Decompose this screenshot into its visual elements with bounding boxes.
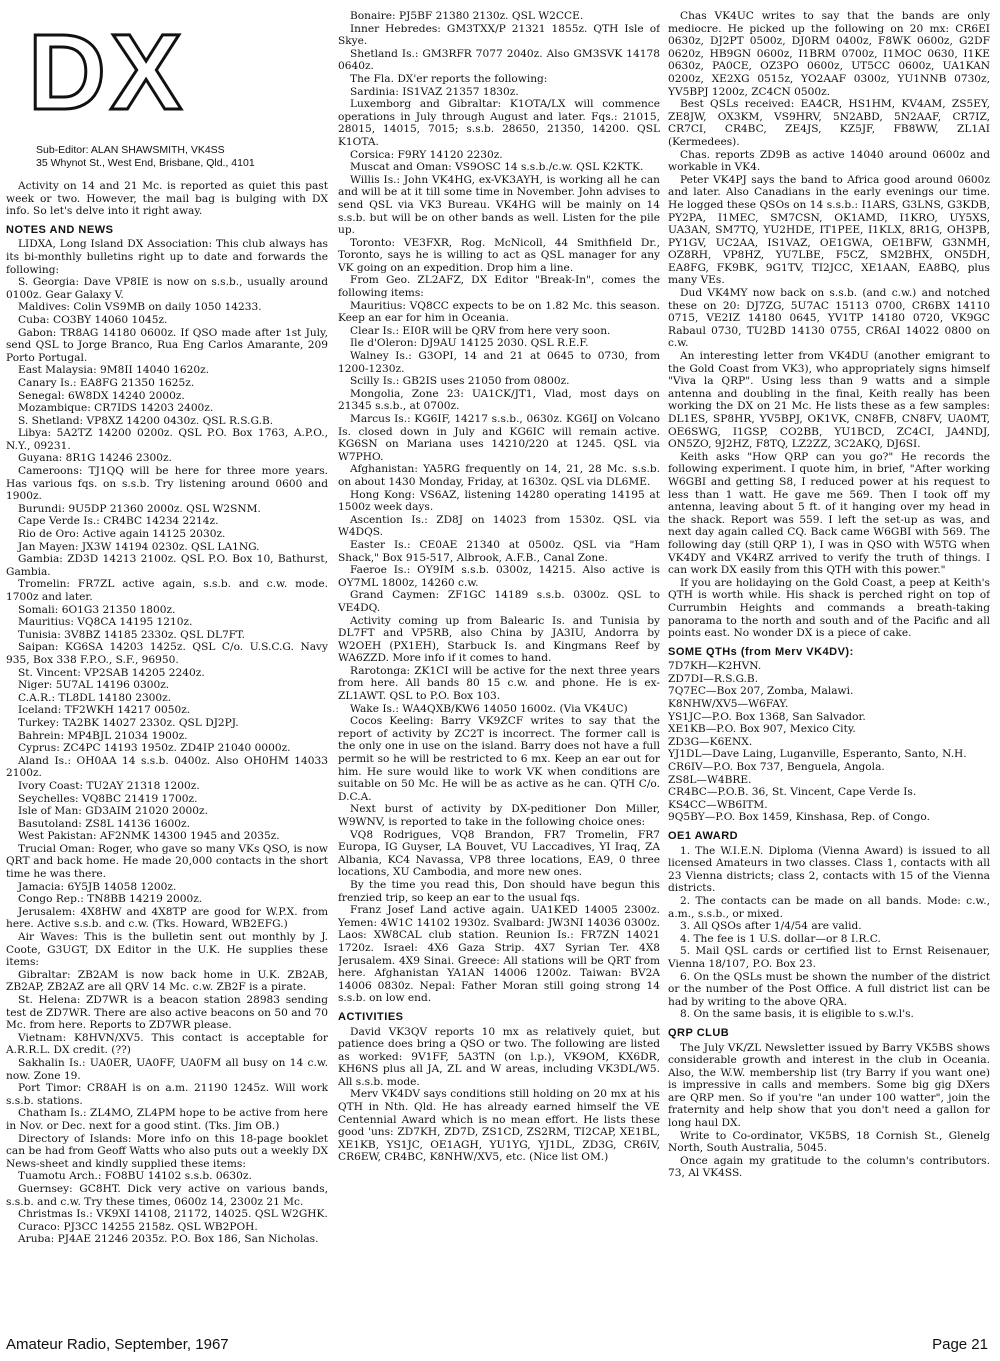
sub-editor-block: [36, 144, 328, 170]
notes-list: [6, 238, 328, 1246]
paragraph: Jan Mayen: JX3W 14194 0230z. QSL LA1NG.: [18, 540, 260, 553]
paragraph: Basutoland: ZS8L 14136 1600z.: [18, 817, 190, 830]
paragraph: Faeroe Is.: OY9IM s.s.b. 0300z, 14215. Also active is OY7ML 1800z, 14260 c.w.: [338, 564, 660, 589]
paragraph: Chas VK4UC writes to say that the bands are only mediocre. He picked up the following on 20 mx: CR6EI 0630z, DJ2PT 0500z, DJ0RM 0400z, F8WK 0600z, G2DF 0620z, HB9GN 0600z, I1BRM 0700z, I1MOC 0630, I1KE 0630z, PA0CE, OZ3PO 0600z, UT5CC 0600z, UA1KAN 0200z, XE2XG 0515z, YO2AAF 0300z, YU1NNB 0730z, YV5BPJ 1200z, ZC4CN 0500z.: [668, 10, 990, 98]
paragraph: Cocos Keeling: Barry VK9ZCF writes to say that the report of activity by ZC2T is incorrect. The former call is the only one in use on the island. Barry does not have a full permit so he will be restricted to 6 mx. Keep an ear out for him. He sure would like to work VK when conditions are suitable on 50 Mc. He will be as active as he can. QTH C/o. D.C.A.: [338, 715, 660, 803]
paragraph: Ivory Coast: TU2AY 21318 1200z.: [18, 779, 200, 792]
paragraph: Best QSLs received: EA4CR, HS1HM, KV4AM, ZS5EY, ZE8JW, OX3KM, VS9HRV, 5N2ABD, 5N2AAF, CR7IZ, CR7CI, CR4BC, ZE4JS, KZ5JF, FB8WW, ZL1AI (Kermedees).: [668, 98, 990, 148]
paragraph: Wake Is.: WA4QXB/KW6 14050 1600z. (Via VK4UC): [350, 702, 628, 715]
heading-oe1-award: OE1 AWARD: [668, 830, 739, 842]
paragraph: Mauritius: VQ8CA 14195 1210z.: [18, 616, 193, 629]
paragraph: Cuba: CO3BY 14060 1045z.: [18, 313, 168, 326]
paragraph: Tunisia: 3V8BZ 14185 2330z. QSL DL7FT.: [18, 628, 246, 641]
paragraph: Luxemborg and Gibraltar: K1OTA/LX will commence operations in July through August and later. Fqs.: 21015, 28015, 14015, 7015; s.s.b. 28650, 21350, 14200. QSL K1OTA.: [338, 98, 660, 148]
paragraph: Guernsey: GC8HT. Dick very active on various bands, s.s.b. and c.w. Try these times, 0600z 14, 2300z 21 Mc.: [6, 1182, 328, 1208]
paragraph: Mauritius: VQ8CC expects to be on 1.82 Mc. this season. Keep an ear for him in Oceania.: [338, 299, 660, 325]
paragraph: Shetland Is.: GM3RFR 7077 2040z. Also GM3SVK 14178 0640z.: [338, 47, 660, 73]
paragraph: Vietnam: K8HVN/XV5. This contact is acceptable for A.R.R.L. DX credit. (??): [6, 1031, 328, 1057]
intro-paragraph: Activity on 14 and 21 Mc. is reported as quiet this past week or two. However, the mail bag is bulging with DX info. So let's delve into it right away.: [6, 180, 328, 218]
paragraph: Rarotonga: ZK1CI will be active for the next three years from here. All bands 80 15 c.w. and phone. He is ex-ZL1AWT. QSL to P.O. Box 103.: [338, 664, 660, 703]
column-2: [338, 10, 660, 1330]
paragraph: Congo Rep.: TN8BB 14219 2000z.: [18, 893, 203, 906]
column-3: [668, 10, 990, 1330]
paragraph: Sardinia: IS1VAZ 21357 1830z.: [350, 85, 519, 98]
paragraph: The Fla. DX'er reports the following:: [350, 72, 548, 85]
paragraph: Grand Caymen: ZF1GC 14189 s.s.b. 0300z. QSL to VE4DQ.: [338, 589, 660, 614]
paragraph: Somali: 6O1G3 21350 1800z.: [18, 603, 176, 616]
paragraph: 6. On the QSLs must be shown the number of the district or the number of the Post Office. A full district list can be had by writing to the above QRA.: [668, 970, 990, 1008]
column-1: [6, 10, 328, 1330]
paragraph: 7Q7EC—Box 207, Zomba, Malawi.: [668, 685, 854, 698]
paragraph: Trucial Oman: Roger, who gave so many VKs QSO, is now QRT and back home. He made 20,000 contacts in the short time he was there.: [6, 842, 328, 881]
paragraph: KS4CC—WB6ITM.: [668, 798, 768, 811]
footer-page-number: Page 21: [932, 1336, 988, 1353]
paragraph: VQ8 Rodrigues, VQ8 Brandon, FR7 Tromelin, FR7 Europa, IG Guyser, LA Bouvet, VU Laccadives, YI Iraq, ZA Albania, KC4 Navassa, VP8 three locations, EA9, 0 three locations, XU Cambodia, and more new ones.: [338, 828, 660, 879]
paragraph: From Geo. ZL2AFZ, DX Editor "Break-In", comes the following items:: [338, 274, 660, 300]
paragraph: Inner Hebredes: GM3TXX/P 21321 1855z. QTH Isle of Skye.: [338, 22, 660, 48]
paragraph: Chas. reports ZD9B as active 14040 around 0600z and workable in VK4.: [668, 148, 990, 174]
paragraph: Port Timor: CR8AH is on a.m. 21190 1245z. Will work s.s.b. stations.: [6, 1082, 328, 1107]
paragraph: Isle of Man: GD3AIM 21020 2000z.: [18, 805, 208, 818]
paragraph: Marcus Is.: KG6IF, 14217 s.s.b., 0630z. KG6IJ on Volcano Is. closed down in July and KG6IC will remain active. KG6SN on Mariana uses 14210/220 at 1245. QSL via W7PHO.: [338, 413, 660, 463]
paragraph: Sakhalin Is.: UA0ER, UA0FF, UA0FM all busy on 14 c.w. now. Zone 19.: [6, 1056, 328, 1082]
paragraph: 7D7KH—K2HVN.: [668, 660, 762, 673]
paragraph: S. Georgia: Dave VP8IE is now on s.s.b., usually around 0100z. Gear Galaxy V.: [6, 276, 328, 301]
paragraph: By the time you read this, Don should have begun this frenzied trip, so keep an ear to the usual fqs.: [338, 878, 660, 904]
paragraph: YJ1DL—Dave Laing, Luganville, Esperanto, Santo, N.H.: [668, 748, 967, 761]
paragraph: East Malaysia: 9M8II 14040 1620z.: [18, 364, 210, 377]
paragraph: 1. The W.I.E.N. Diploma (Vienna Award) is issued to all licensed Amateurs in two classes. Class 1, contacts with all 23 Vienna districts; class 2, contacts with 15 of the Vienna districts.: [668, 844, 990, 895]
paragraph: West Pakistan: AF2NMK 14300 1945 and 2035z.: [18, 830, 280, 843]
paragraph: Seychelles: VQ8BC 21419 1700z.: [18, 792, 198, 805]
paragraph: Cape Verde Is.: CR4BC 14234 2214z.: [18, 515, 219, 528]
paragraph: Walney Is.: G3OPI, 14 and 21 at 0645 to 0730, from 1200-1230z.: [338, 350, 660, 375]
paragraph: Hong Kong: VS6AZ, listening 14280 operating 14195 at 1500z week days.: [338, 488, 660, 514]
reports-list: [668, 10, 990, 640]
paragraph: Easter Is.: CE0AE 21340 at 0500z. QSL via "Ham Shack," Box 915-517, Albrook, A.F.B., Canal Zone.: [338, 538, 660, 564]
paragraph: Tuamotu Arch.: FO8BU 14102 s.s.b. 0630z.: [18, 1170, 252, 1183]
paragraph: An interesting letter from VK4DU (another emigrant to the Gold Coast from VK3), who appropriately signs himself "Viva la QRP". Using less than 9 watts and a simple antenna and doubling in the final, Keith really has been working the DX on 21 Mc. He lists these as a few samples: DL1ES, SP8HR, YV5BPJ, OK1VK, CN8FB, CN8FV, UA0MT, OE6SWG, I1GSP, CO2BB, YU1BCD, ZC4CI, JA4NDJ, ON5ZO, 9J2HZ, F8TQ, LZ2ZZ, 3C2AKQ, DJ6SI.: [668, 350, 990, 451]
footer-publication: Amateur Radio, September, 1967: [6, 1336, 229, 1353]
paragraph: K8NHW/XV5—W6FAY.: [668, 698, 789, 711]
paragraph: Activity coming up from Balearic Is. and Tunisia by DL7FT and VP5RB, also China by JA3IU, Andorra by W2OEH (PX1EH), Starbuck Is. and Kingmans Reef by WA6ZZD. More info if it comes to hand.: [338, 614, 660, 665]
paragraph: Toronto: VE3FXR, Rog. McNicoll, 44 Smithfield Dr., Toronto, says he is willing to act as QSL manager for any VK going on an expedition. Drop him a line.: [338, 236, 660, 274]
paragraph: Afghanistan: YA5RG frequently on 14, 21, 28 Mc. s.s.b. on about 1430 Monday, Friday, at 1630z. QSL via DL6ME.: [338, 463, 660, 488]
paragraph: XE1KB—P.O. Box 907, Mexico City.: [668, 723, 856, 736]
paragraph: Willis Is.: John VK4HG, ex-VK3AYH, is working all he can and will be at it till some time in November. John advises to send QSL via VK3 Bureau. VK4HG will be mainly on 14 s.s.b. but will be on other bands as well. Listen for the pile up.: [338, 173, 660, 237]
paragraph: Air Waves: This is the bulletin sent out monthly by J. Coote, G3UGT, DX Editor in the U.K. He supplies these items:: [6, 931, 328, 969]
paragraph: Chatham Is.: ZL4MO, ZL4PM hope to be active from here in Nov. or Dec. next for a good stint. (Tks. Jim OB.): [6, 1107, 328, 1132]
paragraph: Guyana: 8R1G 14246 2300z.: [18, 452, 172, 465]
paragraph: Turkey: TA2BK 14027 2330z. QSL DJ2PJ.: [18, 716, 239, 729]
heading-notes-and-news: NOTES AND NEWS: [6, 223, 114, 236]
paragraph: Gambia: ZD3D 14213 2100z. QSL P.O. Box 10, Bathurst, Gambia.: [6, 553, 328, 578]
paragraph: Bahrein: MP4BJL 21034 1900z.: [18, 729, 188, 742]
paragraph: Keith asks "How QRP can you go?" He records the following experiment. I quote him, in brief, "After working W6GBI and getting S8, I reduced power at his request to less than 1 watt. He gave me 569. Then I took off my antenna, leaving about 5 ft. of it hanging over my head in the shack. Report was 559. I left the set-up as was, and next day again called CQ. Back came W6GBI with 569. The following day (still QRP 1), I was in QSO with W5TG when VK4DY and VK4RZ arrived to verify the truth of things. I can work DX easily from this QTH with this power.": [668, 450, 990, 577]
paragraph: ZD7DI—R.S.G.B.: [668, 672, 759, 685]
qrp-club-list: [668, 1042, 990, 1181]
paragraph: ZS8L—W4BRE.: [668, 773, 752, 786]
heading-some-qths: SOME QTHs (from Merv VK4DV):: [668, 645, 854, 658]
paragraph: Burundi: 9U5DP 21360 2000z. QSL W2SNM.: [18, 502, 261, 515]
paragraph: 8. On the same basis, it is eligible to s.w.l's.: [680, 1008, 914, 1021]
paragraph: Iceland: TF2WKH 14217 0050z.: [18, 704, 191, 717]
paragraph: Gibraltar: ZB2AM is now back home in U.K. ZB2AB, ZB2AP, ZB2AZ are all QRV 14 Mc. c.w. ZB2F is a pirate.: [6, 968, 328, 994]
paragraph: Jamacia: 6Y5JB 14058 1200z.: [18, 880, 177, 893]
activities-list: [338, 1026, 660, 1165]
paragraph: Jerusalem: 4X8HW and 4X8TP are good for W.P.X. from here. Active s.s.b. and c.w. (Tks. Howard, WB2EFG.): [6, 905, 328, 931]
paragraph: Write to Co-ordinator, VK5BS, 18 Cornish St., Glenelg North, South Australia, 5045.: [668, 1129, 990, 1155]
paragraph: CR4BC—P.O.B. 36, St. Vincent, Cape Verde Is.: [668, 786, 917, 799]
paragraph: Curaco: PJ3CC 14255 2158z. QSL WB2POH.: [18, 1220, 258, 1233]
paragraph: Niger: 5U7AL 14196 0300z.: [18, 679, 170, 692]
qths-list: [668, 660, 990, 824]
paragraph: If you are holidaying on the Gold Coast, a peep at Keith's QTH is worth while. His shack is perched right on top of Currumbin Heights and commands a breath-taking panorama to the north and south and of the Pacific and all points east. No wonder DX is a piece of cake.: [668, 576, 990, 640]
paragraph: Saipan: KG6SA 14203 1425z. QSL C/o. U.S.C.G. Navy 935, Box 338 F.P.O., S.F., 96950.: [6, 641, 328, 666]
paragraph: Directory of Islands: More info on this 18-page booklet can be had from Geoff Watts who also puts out a weekly DX News-sheet and kindly supplied these items:: [6, 1132, 328, 1170]
paragraph: LIDXA, Long Island DX Association: This club always has its bi-monthly bulletins right up to date and forwards the following:: [6, 238, 328, 276]
paragraph: St. Vincent: VP2SAB 14205 2240z.: [18, 666, 205, 679]
paragraph: Senegal: 6W8DX 14240 2000z.: [18, 389, 185, 402]
paragraph: 3. All QSOs after 1/4/54 are valid.: [680, 920, 862, 933]
paragraph: Scilly Is.: GB2IS uses 21050 from 0800z.: [350, 375, 570, 388]
paragraph: Aland Is.: OH0AA 14 s.s.b. 0400z. Also OH0HM 14033 2100z.: [6, 754, 328, 780]
paragraph: Tromelin: FR7ZL active again, s.s.b. and c.w. mode. 1700z and later.: [6, 578, 328, 603]
paragraph: David VK3QV reports 10 mx as relatively quiet, but patience does bring a QSO or two. The following are listed as worked: 9V1FF, 5A3TN (on l.p.), VK9OM, KX6DR, KH6NS plus all JA, ZL and W areas, including VK3DL/W5. All s.s.b. mode.: [338, 1025, 660, 1088]
paragraph: St. Helena: ZD7WR is a beacon station 28983 sending test de ZD7WR. There are also active beacons on 50 and 70 Mc. from here. Reports to ZD7WR please.: [6, 994, 328, 1032]
paragraph: 2. The contacts can be made on all bands. Mode: c.w., a.m., s.s.b., or mixed.: [668, 894, 990, 920]
paragraph: Muscat and Oman: VS9OSC 14 s.s.b./c.w. QSL K2KTK.: [350, 161, 644, 174]
paragraph: Franz Josef Land active again. UA1KED 14005 2300z. Yemen: 4W1C 14102 1930z. Svalbard: JW3NI 14036 0300z. Laos: XW8CAL club station. Reunion Is.: FR7ZN 14021 1720z. Israel: 4X6 Gaza Strip. 4X7 Syrian Ter. 4X8 Jerusalem. 4X9 Sinai. Greece: All stations will be QRT from here. Afghanistan YA1AN 14006 1200z. Taiwan: BV2A 14006 0830z. Nepal: Father Moran still going strong 14 s.s.b. on low end.: [338, 904, 660, 1005]
paragraph: Christmas Is.: VK9XI 14108, 21172, 14025. QSL W2GHK.: [18, 1208, 328, 1221]
dx-logo: DX: [28, 11, 187, 132]
paragraph: ZD3G—K6ENX.: [668, 735, 753, 748]
paragraph: Merv VK4DV says conditions still holding on 20 mx at his QTH in Nth. Qld. He has already earned himself the VE Centennial Award which is no mean effort. He lists these good 'uns: ZD7KH, ZD7D, ZS1CD, ZS2RM, TI2CAP, XE1BL, XE1KB, YS1JC, OE1AGH, YU1YG, YJ1DL, ZD3G, CR6IV, CR6EW, CR4BC, K8NHW/XV5, etc. (Nice list OM.): [338, 1088, 660, 1164]
dx-items-list: [338, 10, 660, 1005]
paragraph: Once again my gratitude to the column's contributors. 73, Al VK4SS.: [668, 1154, 990, 1180]
oe1-rules-list: [668, 845, 990, 1021]
heading-qrp-club: QRP CLUB: [668, 1026, 730, 1039]
paragraph: Mongolia, Zone 23: UA1CK/JT1, Vlad, most days on 21345 s.s.b., at 0700z.: [338, 387, 660, 413]
paragraph: C.A.R.: TL8DL 14180 2300z.: [18, 691, 172, 704]
paragraph: YS1JC—P.O. Box 1368, San Salvador.: [668, 710, 866, 723]
paragraph: Dud VK4MY now back on s.s.b. (and c.w.) and notched these on 20: DJ7ZG, 5U7AC 15113 0700, CR6BX 14110 0715, VE2IZ 14180 0645, YV1TP 14180 0720, VK9GC Rabaul 0730, TU2BD 14130 0755, CR6AI 14022 0800 on c.w.: [668, 287, 990, 350]
paragraph: S. Shetland: VP8XZ 14200 0430z. QSL R.S.G.B.: [18, 414, 274, 427]
paragraph: Next burst of activity by DX-peditioner Don Miller, W9WNV, is reported to take in the following choice ones:: [338, 803, 660, 828]
paragraph: Ile d'Oleron: DJ9AU 14125 2030. QSL R.E.F.: [350, 337, 589, 350]
paragraph: Maldives: Colin VS9MB on daily 1050 14233.: [18, 301, 262, 314]
paragraph: Cameroons: TJ1QQ will be here for three more years. Has various fqs. on s.s.b. Try listening around 0600 and 1900z.: [6, 465, 328, 503]
paragraph: CR6IV—P.O. Box 737, Benguela, Angola.: [668, 761, 885, 774]
paragraph: Mozambique: CR7IDS 14203 2400z.: [18, 402, 214, 415]
paragraph: Bonaire: PJ5BF 21380 2130z. QSL W2CCE.: [350, 10, 584, 22]
paragraph: Aruba: PJ4AE 21246 2035z. P.O. Box 186, San Nicholas.: [18, 1233, 319, 1246]
editor-address: 35 Whynot St., West End, Brisbane, Qld., 4101: [36, 157, 255, 169]
heading-activities: ACTIVITIES: [338, 1010, 404, 1023]
paragraph: Corsica: F9RY 14120 2230z.: [350, 148, 503, 161]
paragraph: Peter VK4PJ says the band to Africa good around 0600z and later. Also Canadians in the early evenings our time. He logged these QSOs on 14 s.s.b.: I1ARS, G3LNS, G3KDB, PY2PA, I1MEC, SM7CSN, OK1AMD, I1KRO, UY5XS, UA3AN, SM7TQ, YU2HDE, IT1PEE, I1KLX, 8R1G, OH3PB, PY1GV, UC2AA, IS1VAZ, OE1GWA, OE1BFW, G3NMH, OZ8RH, VP8HZ, YU7LBE, F5CZ, SM2BHX, ON5DH, EA8FG, FK9BK, 9G1TV, TI2JCC, XE1AAN, EA8BQ, plus many VEs.: [668, 173, 990, 287]
paragraph: 4. The fee is 1 U.S. dollar—or 8 I.R.C.: [680, 932, 881, 945]
paragraph: The July VK/ZL Newsletter issued by Barry VK5BS shows considerable growth and interest in the club in Oceania. Also, the W.W. membership list (try Barry if you want one) is impressive in calls and members. Some big gig DXers are QRP men. So if you're "an under 100 watter", join the fraternity and help show that you don't need a gallon for long haul DX.: [668, 1041, 990, 1130]
paragraph: 9Q5BY—P.O. Box 1459, Kinshasa, Rep. of Congo.: [668, 811, 930, 824]
paragraph: Cyprus: ZC4PC 14193 1950z. ZD4IP 21040 0000z.: [18, 742, 291, 755]
paragraph: Gabon: TR8AG 14180 0600z. If QSO made after 1st July, send QSL to Jorge Branco, Rua Eng Carlos Amarante, 209 Porto Portugal.: [6, 326, 328, 364]
paragraph: Rio de Oro: Active again 14125 2030z.: [18, 528, 226, 541]
sub-editor: Sub-Editor: ALAN SHAWSMITH, VK4SS: [36, 144, 225, 156]
paragraph: 5. Mail QSL cards or certified list to Ernst Reisenauer, Vienna 18/107, P.O. Box 23.: [668, 945, 990, 970]
paragraph: Clear Is.: EI0R will be QRV from here very soon.: [350, 324, 611, 337]
paragraph: Libya: 5A2TZ 14200 0200z. QSL P.O. Box 1763, A.P.O., N.Y., 09231.: [6, 427, 328, 452]
paragraph: Canary Is.: EA8FG 21350 1625z.: [18, 376, 195, 389]
paragraph: Ascention Is.: ZD8J on 14023 from 1530z. QSL via W4DQS.: [338, 513, 660, 539]
